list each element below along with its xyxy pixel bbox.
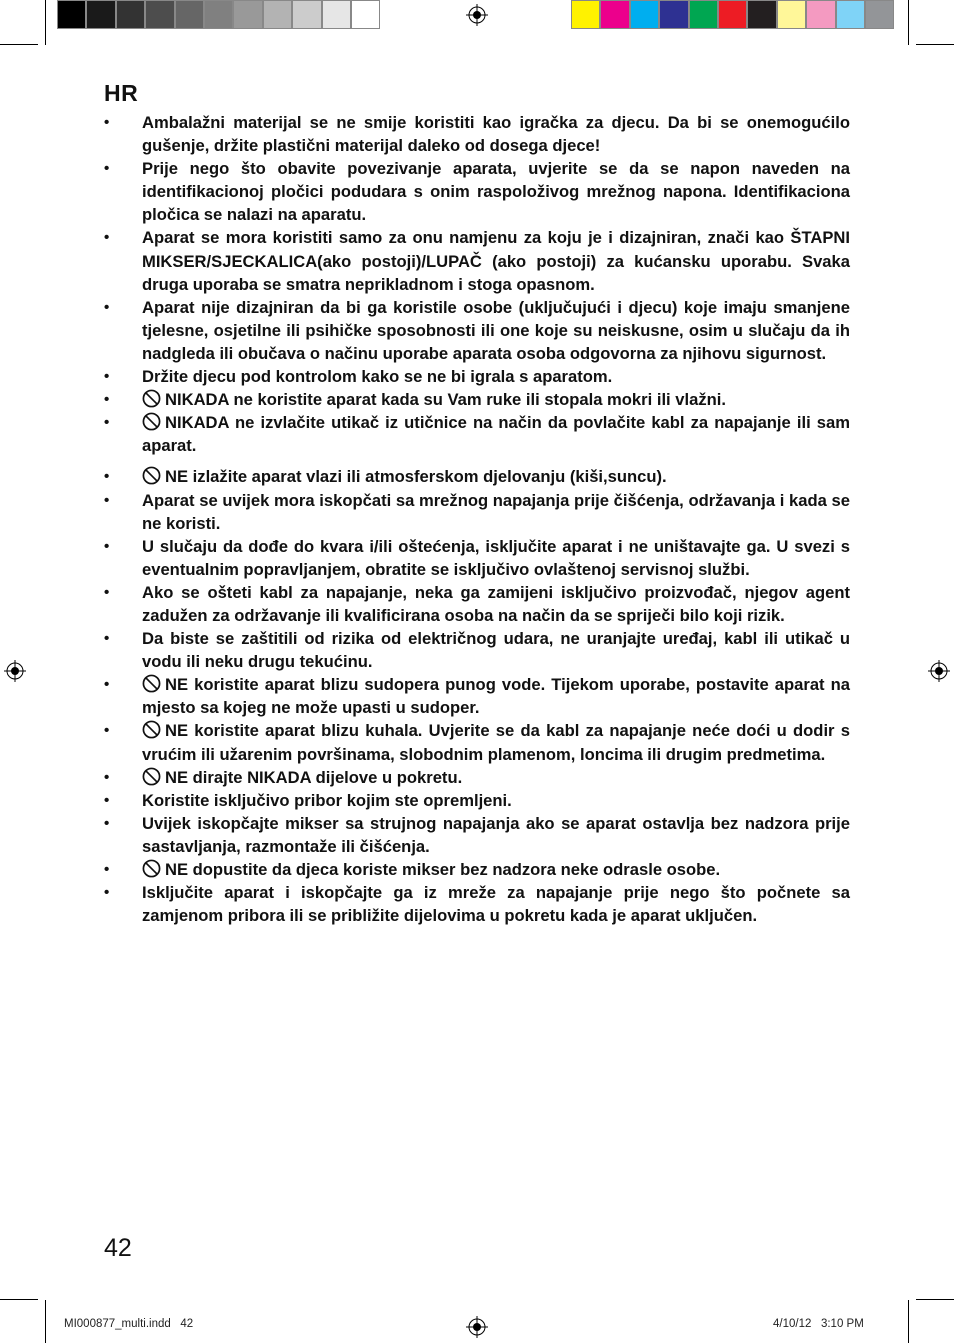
process-color-swatch xyxy=(777,0,806,29)
list-item-text: NE dirajte NIKADA dijelove u pokretu. xyxy=(165,767,463,787)
timestamp: 4/10/12 3:10 PM xyxy=(773,1318,864,1330)
list-item xyxy=(104,226,850,295)
gray-swatch xyxy=(57,0,86,29)
bullet: • xyxy=(104,884,110,902)
bullet: • xyxy=(104,391,110,409)
gray-swatch xyxy=(233,0,262,29)
gray-swatch xyxy=(86,0,115,29)
list-item-text: NIKADA ne izvlačite utikač iz utičnice na način da povlačite kabl za napajanje ili sam aparat. xyxy=(142,413,850,456)
list-item xyxy=(104,365,850,388)
bullet: • xyxy=(104,722,110,740)
gray-swatch xyxy=(292,0,321,29)
instruction-list xyxy=(104,111,850,927)
bullet: • xyxy=(104,630,110,648)
bullet: • xyxy=(104,676,110,694)
prohibited-icon xyxy=(142,767,161,786)
process-color-swatch xyxy=(747,0,776,29)
crop-mark xyxy=(0,44,38,45)
list-item xyxy=(104,719,850,765)
list-item-text: Isključite aparat i iskopčajte ga iz mreže za napajanje prije nego što počnete sa zamjenom pribora ili se približite dijelovima u pokretu kada je aparat uključen. xyxy=(142,883,850,926)
list-item xyxy=(104,388,850,411)
process-color-swatch xyxy=(806,0,835,29)
bullet: • xyxy=(104,229,110,247)
list-item-text: Aparat se mora koristiti samo za onu namjenu za koju je i dizajniran, znači kao ŠTAPNI MIKSER/SJECKALICA(ako postoji)/LUPAČ (ako postoji) za kućansku uporabu. Svaka druga uporaba se smatra neprikladnom i stoga opasnom. xyxy=(142,228,850,294)
bullet: • xyxy=(104,414,110,432)
registration-mark-icon xyxy=(466,1316,488,1338)
crop-mark xyxy=(45,1300,46,1343)
gray-swatch xyxy=(263,0,292,29)
list-item xyxy=(104,157,850,226)
crop-mark xyxy=(908,0,909,45)
list-item-text: Da biste se zaštitili od rizika od električnog udara, ne uranjajte uređaj, kabl ili utikač u vodu ili neku drugu tekućinu. xyxy=(142,629,850,672)
list-item xyxy=(104,489,850,535)
list-item-text: NIKADA ne koristite aparat kada su Vam ruke ili stopala mokri ili vlažni. xyxy=(165,390,726,410)
process-color-swatch xyxy=(600,0,629,29)
file-label: MI000877_multi.indd 42 xyxy=(64,1318,194,1330)
list-item xyxy=(104,411,850,457)
bullet: • xyxy=(104,583,110,601)
process-color-bar xyxy=(571,0,894,31)
list-item-text: NE izlažite aparat vlazi ili atmosferskom djelovanju (kiši,suncu). xyxy=(165,467,667,487)
list-item-text: Koristite isključivo pribor kojim ste opremljeni. xyxy=(142,790,512,810)
list-item-text: Aparat se uvijek mora iskopčati sa mrežnog napajanja prije čišćenja, održavanja i kada se ne koristi. xyxy=(142,490,850,533)
list-item-text: Držite djecu pod kontrolom kako se ne bi igrala s aparatom. xyxy=(142,367,613,387)
bullet: • xyxy=(104,468,110,486)
process-color-swatch xyxy=(689,0,718,29)
bullet: • xyxy=(104,814,110,832)
gray-swatch xyxy=(175,0,204,29)
list-item-text: NE koristite aparat blizu sudopera punog vode. Tijekom uporabe, postavite aparat na mjesto sa kojeg ne može upasti u sudoper. xyxy=(142,675,850,718)
registration-mark-icon xyxy=(928,660,950,682)
language-heading: HR xyxy=(104,80,139,106)
list-item-text: Ambalažni materijal se ne smije koristiti kao igračka za djecu. Da bi se onemogućilo gušenje, držite plastični materijal daleko od dosega djece! xyxy=(142,113,850,156)
bullet: • xyxy=(104,861,110,878)
bullet: • xyxy=(104,114,110,131)
list-item-text: Uvijek iskopčajte mikser sa strujnog napajanja ako se aparat ostavlja bez nadzora prije sastavljanja, razmontaže ili čišćenja. xyxy=(142,813,850,856)
gray-swatch xyxy=(116,0,145,29)
list-item xyxy=(104,627,850,673)
prohibited-icon xyxy=(142,389,161,408)
list-item xyxy=(104,535,850,581)
list-item-text: NE dopustite da djeca koriste mikser bez nadzora neke odrasle osobe. xyxy=(165,860,721,879)
list-item-text: Prije nego što obavite povezivanje aparata, uvjerite se da se napon naveden na identifikacionoj pločici podudara s onim raspoloživog mrežnog napona. Identifikaciona pločica se nalazi na aparatu. xyxy=(142,159,850,225)
gray-swatch xyxy=(351,0,380,29)
bullet: • xyxy=(104,298,110,316)
safety-instructions xyxy=(104,111,850,927)
process-color-swatch xyxy=(571,0,600,29)
bullet: • xyxy=(104,768,110,786)
prohibited-icon xyxy=(142,466,161,485)
gray-swatch xyxy=(145,0,174,29)
prohibited-icon xyxy=(142,674,161,693)
list-item xyxy=(104,812,850,858)
process-color-swatch xyxy=(659,0,688,29)
list-item-text: Ako se ošteti kabl za napajanje, neka ga zamijeni isključivo proizvođač, njegov agent zadužen za održavanje ili kvalificirana osoba na način da se spriječi bilo koji rizik. xyxy=(142,582,850,625)
process-color-swatch xyxy=(865,0,894,29)
registration-mark-icon xyxy=(466,4,488,26)
list-item xyxy=(104,111,850,157)
process-color-swatch xyxy=(630,0,659,29)
list-item xyxy=(104,296,850,365)
process-color-swatch xyxy=(836,0,865,29)
bullet: • xyxy=(104,491,110,509)
bullet: • xyxy=(104,537,110,555)
crop-mark xyxy=(916,1299,954,1300)
list-item xyxy=(104,673,850,719)
list-item-text: U slučaju da dođe do kvara i/ili oštećenja, isključite aparat i ne uništavajte ga. U svezi s eventualnim popravljanjem, obratite se isključivo ovlaštenoj servisnoj službi. xyxy=(142,536,850,579)
prohibited-icon xyxy=(142,412,161,431)
prohibited-icon xyxy=(142,859,161,878)
bullet: • xyxy=(104,368,110,386)
list-item-text: NE koristite aparat blizu kuhala. Uvjerite se da kabl za napajanje neće doći u dodir s vrućim ili užarenim površinama, slobodnim plamenom, loncima ili drugim predmetima. xyxy=(142,721,850,764)
prohibited-icon xyxy=(142,720,161,739)
bullet: • xyxy=(104,160,110,178)
gray-swatch xyxy=(322,0,351,29)
list-item xyxy=(104,858,850,881)
crop-mark xyxy=(916,44,954,45)
list-item-text: Aparat nije dizajniran da bi ga koristile osobe (uključujući i djecu) koje imaju smanjene tjelesne, osjetilne ili psihičke sposobnosti ili one koje su neiskusne, osim u slučaju da ih nadgleda ili obučava o načinu uporabe aparata osoba odgovorna za njihovu sigurnost. xyxy=(142,297,850,363)
crop-mark xyxy=(45,0,46,45)
list-item xyxy=(104,581,850,627)
gray-swatch xyxy=(204,0,233,29)
bullet: • xyxy=(104,791,110,809)
list-item xyxy=(104,789,850,812)
list-item xyxy=(104,465,850,488)
list-item xyxy=(104,766,850,789)
crop-mark xyxy=(908,1300,909,1343)
crop-mark xyxy=(0,1299,38,1300)
registration-mark-icon xyxy=(4,660,26,682)
list-item xyxy=(104,881,850,927)
gray-color-bar xyxy=(57,0,380,31)
process-color-swatch xyxy=(718,0,747,29)
page-number: 42 xyxy=(104,1234,132,1262)
